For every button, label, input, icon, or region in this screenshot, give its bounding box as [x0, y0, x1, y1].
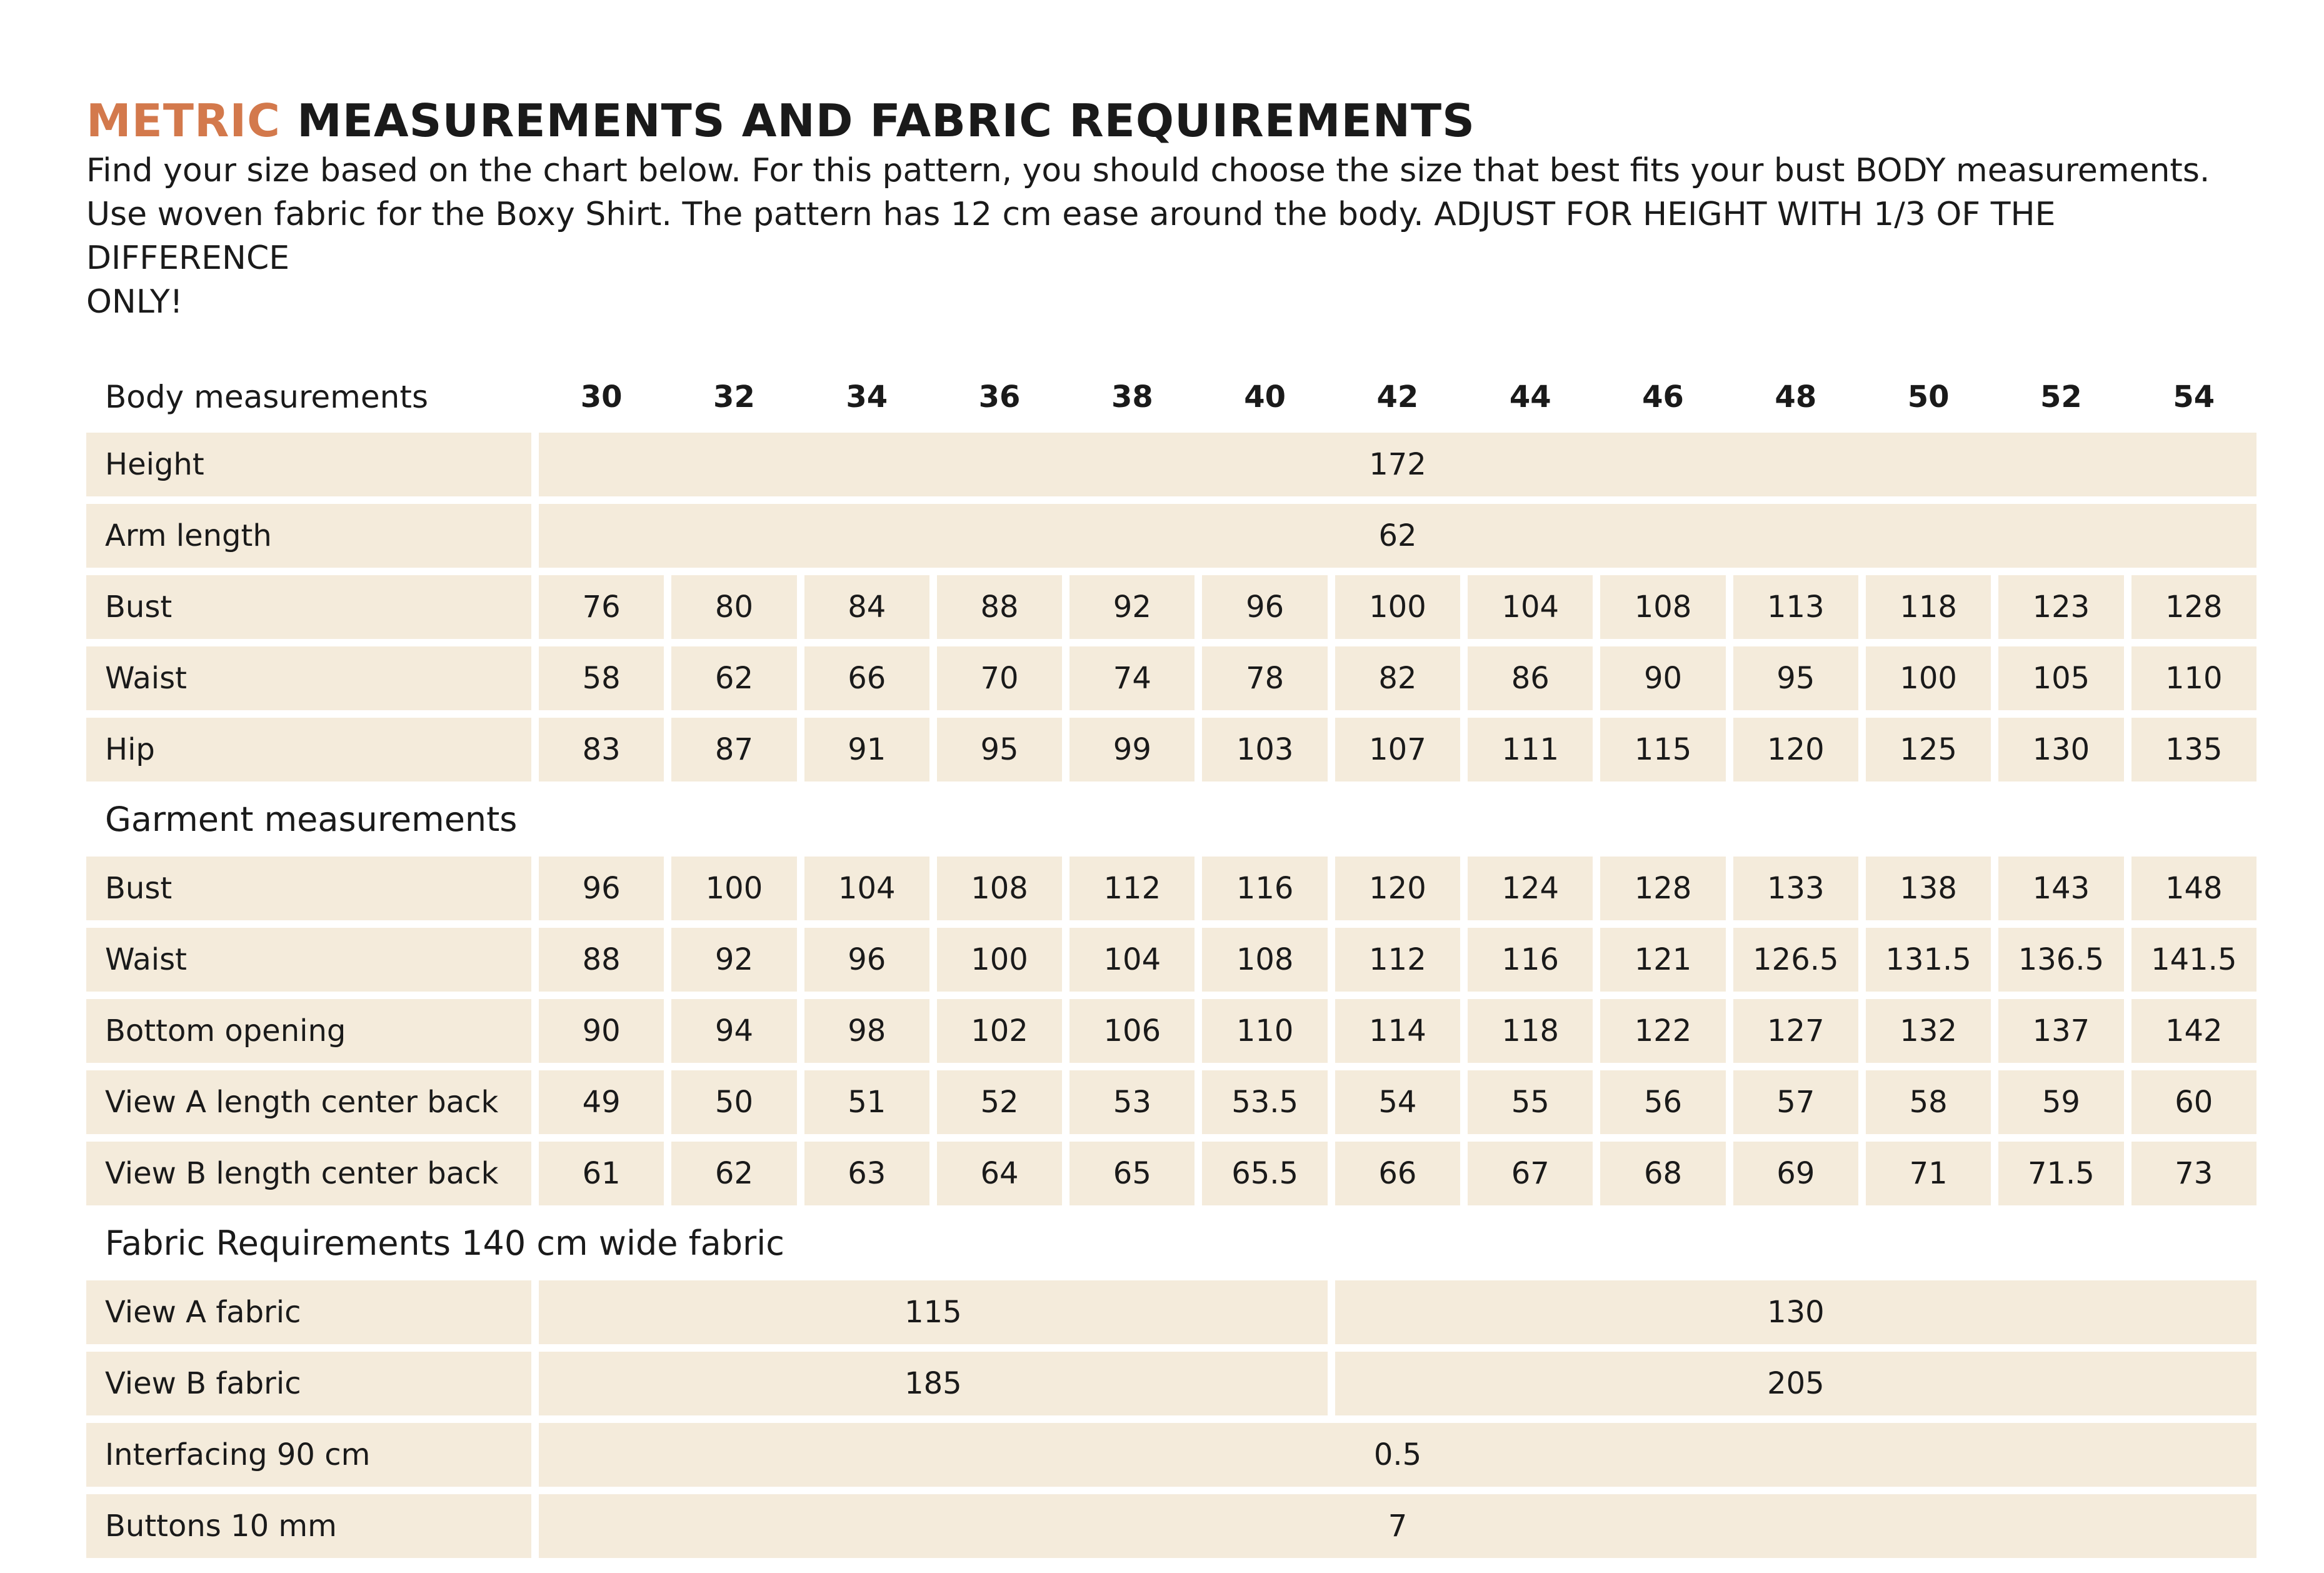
row-label: View B length center back [86, 1142, 531, 1205]
measurement-cell: 135 [2131, 718, 2256, 781]
table-row [86, 575, 2256, 639]
measurement-cell: 76 [539, 575, 664, 639]
measurement-cell: 131.5 [1866, 928, 1991, 992]
row-label: View B fabric [86, 1352, 531, 1415]
measurement-cell: 92 [671, 928, 796, 992]
intro-line-2: Use woven fabric for the Boxy Shirt. The pattern has 12 cm ease around the body. ADJUST FOR HEIGHT WITH 1/3 OF THE DIFFERENCE [86, 196, 2056, 277]
measurement-cell: 115 [1600, 718, 1725, 781]
measurement-cell: 58 [539, 646, 664, 710]
measurement-cell: 116 [1202, 857, 1327, 920]
size-heading: 50 [1907, 379, 1950, 415]
measurement-cell: 74 [1069, 646, 1195, 710]
measurement-cell: 126.5 [1733, 928, 1858, 992]
measurement-cell: 68 [1600, 1142, 1725, 1205]
row-label: Interfacing 90 cm [86, 1423, 531, 1487]
measurement-cell: 114 [1335, 999, 1460, 1063]
measurement-cell: 102 [937, 999, 1062, 1063]
measurement-cell: 120 [1733, 718, 1858, 781]
measurement-cell: 137 [1998, 999, 2123, 1063]
measurement-cell: 148 [2131, 857, 2256, 920]
measurement-cell: 95 [1733, 646, 1858, 710]
measurement-cell: 98 [804, 999, 929, 1063]
measurement-cell: 57 [1733, 1070, 1858, 1134]
intro-line-1: Find your size based on the chart below. For this pattern, you should choose the size that best fits your bust BODY measurements. [86, 152, 2210, 189]
measurement-cell: 60 [2131, 1070, 2256, 1134]
measurement-cell: 84 [804, 575, 929, 639]
table-row [86, 1280, 2256, 1344]
table-row [86, 718, 2256, 781]
table-row [86, 433, 2256, 496]
measurement-cell: 94 [671, 999, 796, 1063]
measurement-cell: 92 [1069, 575, 1195, 639]
measurement-cell: 110 [1202, 999, 1327, 1063]
size-heading: 36 [978, 379, 1021, 415]
measurement-cell: 132 [1866, 999, 1991, 1063]
measurement-cell: 66 [1335, 1142, 1460, 1205]
fabric-value-small: 115 [539, 1280, 1328, 1344]
row-label: Bust [86, 857, 531, 920]
size-heading: 52 [2040, 379, 2082, 415]
row-label-arm-length: Arm length [86, 504, 531, 568]
table-row [86, 504, 2256, 568]
page [86, 93, 2256, 1565]
measurement-cell: 100 [671, 857, 796, 920]
measurement-cell: 66 [804, 646, 929, 710]
measurement-cell: 125 [1866, 718, 1991, 781]
size-heading: 30 [580, 379, 623, 415]
measurement-cell: 96 [539, 857, 664, 920]
measurement-cell: 100 [1866, 646, 1991, 710]
table-row [86, 999, 2256, 1063]
row-label: Waist [86, 928, 531, 992]
intro-line-3: ONLY! [86, 283, 183, 321]
measurement-cell: 108 [937, 857, 1062, 920]
measurement-cell: 112 [1069, 857, 1195, 920]
size-header-row [86, 369, 2256, 425]
fabric-value-small: 185 [539, 1352, 1328, 1415]
size-heading: 44 [1509, 379, 1551, 415]
measurement-cell: 143 [1998, 857, 2123, 920]
measurement-cell: 105 [1998, 646, 2123, 710]
measurement-cell: 120 [1335, 857, 1460, 920]
measurement-cell: 61 [539, 1142, 664, 1205]
measurement-cell: 100 [937, 928, 1062, 992]
measurement-cell: 90 [1600, 646, 1725, 710]
row-label: View A length center back [86, 1070, 531, 1134]
measurement-cell: 59 [1998, 1070, 2123, 1134]
row-label: View A fabric [86, 1280, 531, 1344]
measurement-cell: 86 [1468, 646, 1593, 710]
row-label: Waist [86, 646, 531, 710]
size-heading: 32 [713, 379, 755, 415]
size-heading: 48 [1775, 379, 1817, 415]
arm-length-value: 62 [539, 504, 2256, 568]
measurement-cell: 49 [539, 1070, 664, 1134]
measurement-cell: 71 [1866, 1142, 1991, 1205]
title-accent: METRIC [86, 94, 281, 147]
measurement-cell: 55 [1468, 1070, 1593, 1134]
measurement-cell: 118 [1866, 575, 1991, 639]
table-row [86, 1494, 2256, 1558]
measurement-cell: 50 [671, 1070, 796, 1134]
measurement-cell: 65.5 [1202, 1142, 1327, 1205]
measurement-cell: 128 [2131, 575, 2256, 639]
measurement-cell: 54 [1335, 1070, 1460, 1134]
measurement-cell: 95 [937, 718, 1062, 781]
measurement-cell: 121 [1600, 928, 1725, 992]
measurement-cell: 52 [937, 1070, 1062, 1134]
measurement-cell: 133 [1733, 857, 1858, 920]
measurement-cell: 65 [1069, 1142, 1195, 1205]
measurement-cell: 108 [1202, 928, 1327, 992]
page-title [86, 93, 2256, 149]
measurement-cell: 141.5 [2131, 928, 2256, 992]
measurement-cell: 82 [1335, 646, 1460, 710]
measurement-cell: 104 [1468, 575, 1593, 639]
measurement-cell: 128 [1600, 857, 1725, 920]
table-row [86, 1142, 2256, 1205]
size-heading: 34 [846, 379, 888, 415]
measurement-cell: 123 [1998, 575, 2123, 639]
measurement-cell: 111 [1468, 718, 1593, 781]
measurement-cell: 88 [937, 575, 1062, 639]
section-title-fabric: Fabric Requirements 140 cm wide fabric [105, 1223, 784, 1263]
table-row [86, 928, 2256, 992]
height-value: 172 [539, 433, 2256, 496]
measurement-cell: 62 [671, 646, 796, 710]
measurement-cell: 83 [539, 718, 664, 781]
size-heading: 40 [1244, 379, 1286, 415]
table-row [86, 1423, 2256, 1487]
intro-text [86, 149, 2256, 324]
size-heading: 42 [1376, 379, 1419, 415]
measurement-cell: 104 [1069, 928, 1195, 992]
measurement-cell: 113 [1733, 575, 1858, 639]
measurement-cell: 100 [1335, 575, 1460, 639]
section-row [86, 789, 2256, 849]
measurement-cell: 64 [937, 1142, 1062, 1205]
measurement-cell: 110 [2131, 646, 2256, 710]
measurement-cell: 70 [937, 646, 1062, 710]
section-row [86, 1213, 2256, 1273]
measurement-cell: 53.5 [1202, 1070, 1327, 1134]
measurement-cell: 67 [1468, 1142, 1593, 1205]
measurement-cell: 118 [1468, 999, 1593, 1063]
table-row [86, 646, 2256, 710]
measurement-cell: 96 [804, 928, 929, 992]
fabric-value-large: 130 [1335, 1280, 2256, 1344]
row-label: Bust [86, 575, 531, 639]
measurement-cell: 87 [671, 718, 796, 781]
section-title-garment: Garment measurements [105, 799, 518, 839]
table-row [86, 857, 2256, 920]
row-label: Hip [86, 718, 531, 781]
measurement-cell: 106 [1069, 999, 1195, 1063]
measurement-cell: 96 [1202, 575, 1327, 639]
measurement-cell: 62 [671, 1142, 796, 1205]
header-label: Body measurements [105, 379, 428, 415]
measurement-cell: 58 [1866, 1070, 1991, 1134]
fabric-value-large: 205 [1335, 1352, 2256, 1415]
measurement-cell: 107 [1335, 718, 1460, 781]
row-label: Bottom opening [86, 999, 531, 1063]
measurement-cell: 88 [539, 928, 664, 992]
table-row [86, 1070, 2256, 1134]
measurement-cell: 122 [1600, 999, 1725, 1063]
measurement-cell: 142 [2131, 999, 2256, 1063]
measurement-cell: 56 [1600, 1070, 1725, 1134]
measurement-cell: 108 [1600, 575, 1725, 639]
interfacing-value: 0.5 [539, 1423, 2256, 1487]
measurement-cell: 69 [1733, 1142, 1858, 1205]
size-chart-table [79, 361, 2264, 1565]
measurement-cell: 104 [804, 857, 929, 920]
measurement-cell: 99 [1069, 718, 1195, 781]
measurement-cell: 73 [2131, 1142, 2256, 1205]
measurement-cell: 116 [1468, 928, 1593, 992]
measurement-cell: 124 [1468, 857, 1593, 920]
measurement-cell: 80 [671, 575, 796, 639]
measurement-cell: 103 [1202, 718, 1327, 781]
table-row [86, 1352, 2256, 1415]
measurement-cell: 90 [539, 999, 664, 1063]
measurement-cell: 53 [1069, 1070, 1195, 1134]
size-heading: 46 [1642, 379, 1684, 415]
measurement-cell: 130 [1998, 718, 2123, 781]
measurement-cell: 63 [804, 1142, 929, 1205]
measurement-cell: 91 [804, 718, 929, 781]
row-label: Buttons 10 mm [86, 1494, 531, 1558]
measurement-cell: 127 [1733, 999, 1858, 1063]
measurement-cell: 112 [1335, 928, 1460, 992]
title-rest: MEASUREMENTS AND FABRIC REQUIREMENTS [297, 94, 1475, 147]
measurement-cell: 51 [804, 1070, 929, 1134]
measurement-cell: 138 [1866, 857, 1991, 920]
measurement-cell: 71.5 [1998, 1142, 2123, 1205]
measurement-cell: 78 [1202, 646, 1327, 710]
size-heading: 54 [2173, 379, 2215, 415]
measurement-cell: 136.5 [1998, 928, 2123, 992]
buttons-value: 7 [539, 1494, 2256, 1558]
row-label-height: Height [86, 433, 531, 496]
size-heading: 38 [1111, 379, 1153, 415]
